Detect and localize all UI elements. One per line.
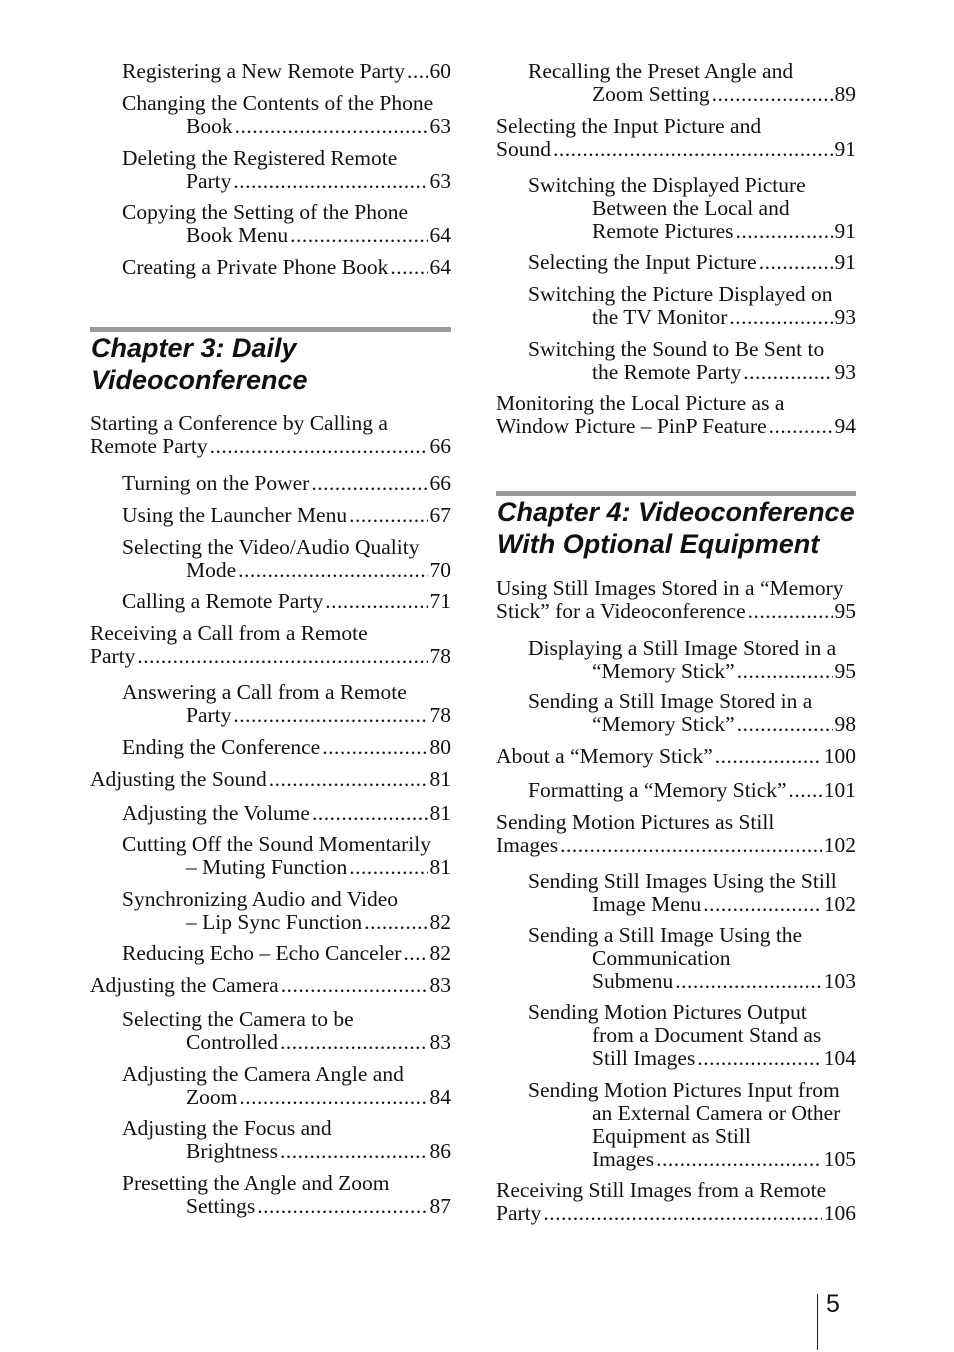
toc-entry [90, 536, 451, 582]
toc-entry-page: 81 [429, 855, 451, 879]
toc-entry [90, 622, 451, 668]
toc-leader-dots [233, 704, 427, 727]
toc-entry-page: 93 [834, 360, 856, 384]
toc-leader-dots [269, 768, 428, 791]
toc-leader-dots [736, 220, 833, 243]
toc-entry-title: “Memory Stick” [592, 659, 735, 683]
toc-entry-title: Zoom [186, 1085, 238, 1109]
toc-entry [496, 338, 856, 384]
toc-entry-title: Images [592, 1147, 655, 1171]
toc-entry-title: Remote Pictures [592, 219, 734, 243]
toc-entry-title: Selecting the Input Picture and [496, 114, 762, 138]
toc-entry-title: Registering a New Remote Party [122, 59, 406, 83]
toc-entry-page: 64 [429, 223, 451, 247]
toc-leader-dots [715, 745, 822, 768]
toc-entry-page: 103 [823, 969, 856, 993]
toc-entry-title: “Memory Stick” [592, 712, 735, 736]
toc-leader-dots [137, 645, 427, 668]
toc-entry [90, 974, 451, 997]
toc-entry [90, 802, 451, 825]
toc-leader-dots [703, 893, 821, 916]
toc-entry-page: 83 [429, 1030, 451, 1054]
toc-entry-page: 104 [823, 1046, 856, 1070]
toc-entry [496, 690, 856, 736]
toc-entry-title: Communication [592, 946, 731, 970]
toc-leader-dots [560, 834, 822, 857]
toc-entry-page: 66 [429, 471, 451, 495]
toc-entry [90, 472, 451, 495]
toc-leader-dots [789, 779, 822, 802]
toc-entry [496, 1001, 856, 1070]
toc-entry-title: Book Menu [186, 223, 289, 247]
toc-entry-title: Submenu [592, 969, 674, 993]
toc-entry-title: – Muting Function [186, 855, 348, 879]
toc-entry-page: 94 [834, 414, 856, 438]
toc-entry-title: Adjusting the Camera Angle and [122, 1062, 404, 1086]
toc-entry-page: 81 [429, 801, 451, 825]
toc-leader-dots [737, 660, 833, 683]
toc-entry-title: an External Camera or Other [592, 1101, 841, 1125]
toc-entry-title: Ending the Conference [122, 735, 321, 759]
toc-entry-page: 95 [834, 599, 856, 623]
page-number-rule [817, 1294, 818, 1350]
toc-leader-dots [322, 736, 427, 759]
toc-entry-title: Controlled [186, 1030, 278, 1054]
toc-entry [496, 251, 856, 274]
toc-entry-page: 70 [429, 558, 451, 582]
toc-entry-title: Using the Launcher Menu [122, 503, 348, 527]
toc-entry [90, 888, 451, 934]
toc-entry-title: Deleting the Registered Remote [122, 146, 398, 170]
toc-entry-title: Receiving Still Images from a Remote [496, 1178, 827, 1202]
toc-entry [90, 736, 451, 759]
toc-leader-dots [349, 856, 427, 879]
toc-entry [496, 174, 856, 243]
toc-leader-dots [235, 115, 428, 138]
toc-entry-title: Equipment as Still [592, 1124, 751, 1148]
toc-entry-page: 91 [834, 219, 856, 243]
toc-entry-title: Stick” for a Videoconference [496, 599, 746, 623]
toc-entry-title: Selecting the Input Picture [528, 250, 757, 274]
toc-entry [90, 768, 451, 791]
chapter-title-line: With Optional Equipment [497, 529, 820, 559]
toc-entry-title: Reducing Echo – Echo Canceler [122, 941, 402, 965]
chapter-title-line: Chapter 3: Daily [91, 333, 297, 363]
toc-entry [496, 577, 856, 623]
toc-entry-title: Turning on the Power [122, 471, 310, 495]
toc-leader-dots [312, 802, 428, 825]
toc-leader-dots [403, 942, 427, 965]
toc-entry-title: Selecting the Camera to be [122, 1007, 354, 1031]
toc-entry [496, 924, 856, 993]
chapter-title-line: Chapter 4: Videoconference [497, 497, 855, 527]
chapter-4-heading [497, 496, 856, 560]
toc-entry-page: 78 [429, 644, 451, 668]
toc-entry-title: Recalling the Preset Angle and [528, 59, 794, 83]
toc-entry-title: Adjusting the Volume [122, 801, 310, 825]
toc-leader-dots [697, 1047, 821, 1070]
toc-entry-page: 91 [834, 137, 856, 161]
toc-entry-title: Still Images [592, 1046, 696, 1070]
toc-entry-title: Switching the Picture Displayed on [528, 282, 833, 306]
toc-entry-title: Brightness [186, 1139, 278, 1163]
toc-entry-page: 60 [429, 59, 451, 83]
toc-leader-dots [553, 138, 833, 161]
toc-leader-dots [311, 472, 427, 495]
chapter-3-heading [91, 332, 451, 396]
toc-entry-page: 80 [429, 735, 451, 759]
toc-entry-title: Sending Motion Pictures Output [528, 1000, 807, 1024]
toc-entry-page: 84 [429, 1085, 451, 1109]
toc-entry-title: Sending Motion Pictures as Still [496, 810, 775, 834]
toc-entry-title: Party [186, 169, 232, 193]
toc-leader-dots [737, 713, 833, 736]
toc-entry [90, 1172, 451, 1218]
toc-entry-title: – Lip Sync Function [186, 910, 363, 934]
toc-entry [90, 1008, 451, 1054]
toc-leader-dots [280, 1031, 428, 1054]
toc-leader-dots [759, 251, 833, 274]
toc-entry-title: Adjusting the Sound [90, 767, 267, 791]
toc-entry-title: Party [90, 644, 136, 668]
toc-entry-title: Settings [186, 1194, 256, 1218]
toc-entry-title: from a Document Stand as [592, 1023, 822, 1047]
toc-entry [90, 681, 451, 727]
toc-entry-title: Zoom Setting [592, 82, 710, 106]
toc-leader-dots [325, 590, 427, 613]
toc-leader-dots [281, 974, 428, 997]
toc-entry [496, 392, 856, 438]
toc-entry-title: Receiving a Call from a Remote [90, 621, 368, 645]
toc-leader-dots [280, 1140, 428, 1163]
toc-entry-page: 83 [429, 973, 451, 997]
toc-entry-title: Monitoring the Local Picture as a [496, 391, 785, 415]
toc-entry-page: 95 [834, 659, 856, 683]
toc-entry-page: 102 [823, 892, 856, 916]
toc-entry [90, 147, 451, 193]
toc-entry [90, 590, 451, 613]
toc-entry-page: 63 [429, 169, 451, 193]
toc-entry-page: 78 [429, 703, 451, 727]
toc-entry-title: Sending a Still Image Stored in a [528, 689, 813, 713]
toc-entry-page: 105 [823, 1147, 856, 1171]
toc-entry-title: Switching the Sound to Be Sent to [528, 337, 825, 361]
toc-entry-title: Book [186, 114, 233, 138]
toc-entry-page: 63 [429, 114, 451, 138]
toc-entry [90, 60, 451, 83]
toc-entry-page: 91 [834, 250, 856, 274]
toc-entry-title: Sound [496, 137, 551, 161]
toc-entry-title: Presetting the Angle and Zoom [122, 1171, 390, 1195]
toc-entry-page: 87 [429, 1194, 451, 1218]
toc-entry [90, 504, 451, 527]
toc-entry-title: Adjusting the Focus and [122, 1116, 332, 1140]
toc-entry-page: 89 [834, 82, 856, 106]
toc-entry [496, 870, 856, 916]
toc-leader-dots [675, 970, 822, 993]
toc-entry-title: About a “Memory Stick” [496, 744, 713, 768]
toc-leader-dots [769, 415, 833, 438]
toc-entry-page: 98 [834, 712, 856, 736]
toc-leader-dots [290, 224, 427, 247]
toc-entry-page: 66 [429, 434, 451, 458]
toc-entry [496, 1179, 856, 1225]
toc-entry-page: 101 [823, 778, 856, 802]
toc-entry [496, 115, 856, 161]
toc-entry [90, 201, 451, 247]
toc-leader-dots [543, 1202, 821, 1225]
toc-entry-title: Window Picture – PinP Feature [496, 414, 767, 438]
toc-entry [496, 1079, 856, 1171]
toc-entry-page: 86 [429, 1139, 451, 1163]
toc-entry-title: Copying the Setting of the Phone [122, 200, 409, 224]
toc-leader-dots [210, 435, 428, 458]
toc-entry-page: 82 [429, 910, 451, 934]
toc-entry-title: Using Still Images Stored in a “Memory [496, 576, 844, 600]
toc-entry [496, 745, 856, 768]
toc-entry-title: Displaying a Still Image Stored in a [528, 636, 837, 660]
toc-entry [496, 283, 856, 329]
toc-entry-page: 67 [429, 503, 451, 527]
toc-entry-title: Images [496, 833, 559, 857]
toc-entry-title: Creating a Private Phone Book [122, 255, 389, 279]
toc-leader-dots [239, 1086, 427, 1109]
toc-entry [90, 942, 451, 965]
toc-entry-page: 71 [429, 589, 451, 613]
toc-entry-title: Changing the Contents of the Phone [122, 91, 434, 115]
toc-entry-page: 106 [823, 1201, 856, 1225]
toc-entry-title: Sending Still Images Using the Still [528, 869, 837, 893]
toc-entry-title: Adjusting the Camera [90, 973, 279, 997]
page-number: 5 [826, 1290, 840, 1318]
toc-entry-title: Formatting a “Memory Stick” [528, 778, 787, 802]
toc-entry-title: Starting a Conference by Calling a [90, 411, 388, 435]
toc-entry-page: 81 [429, 767, 451, 791]
toc-entry-title: Party [186, 703, 232, 727]
toc-entry [90, 92, 451, 138]
toc-entry-title: Mode [186, 558, 237, 582]
toc-entry-title: Sending a Still Image Using the [528, 923, 803, 947]
toc-leader-dots [233, 170, 427, 193]
toc-leader-dots [729, 306, 832, 329]
toc-entry-title: Party [496, 1201, 542, 1225]
toc-entry [90, 256, 451, 279]
toc-entry [496, 811, 856, 857]
toc-entry-title: Switching the Displayed Picture [528, 173, 806, 197]
toc-leader-dots [656, 1148, 822, 1171]
toc-entry-title: Calling a Remote Party [122, 589, 324, 613]
chapter-title-line: Videoconference [91, 365, 308, 395]
toc-leader-dots [390, 256, 427, 279]
toc-entry-title: the Remote Party [592, 360, 742, 384]
toc-leader-dots [364, 911, 427, 934]
toc-entry [496, 637, 856, 683]
toc-entry-title: Cutting Off the Sound Momentarily [122, 832, 431, 856]
toc-leader-dots [238, 559, 427, 582]
toc-entry [90, 833, 451, 879]
toc-entry-title: Sending Motion Pictures Input from [528, 1078, 840, 1102]
toc-entry-title: Synchronizing Audio and Video [122, 887, 398, 911]
toc-entry [90, 1117, 451, 1163]
toc-entry-title: the TV Monitor [592, 305, 728, 329]
toc-entry-page: 82 [429, 941, 451, 965]
toc-entry-page: 64 [429, 255, 451, 279]
toc-entry-page: 100 [823, 744, 856, 768]
toc-entry-title: Answering a Call from a Remote [122, 680, 407, 704]
toc-entry-title: Selecting the Video/Audio Quality [122, 535, 420, 559]
toc-entry [496, 779, 856, 802]
toc-entry-page: 93 [834, 305, 856, 329]
toc-leader-dots [743, 361, 832, 384]
toc-leader-dots [257, 1195, 427, 1218]
toc-entry-page: 102 [823, 833, 856, 857]
toc-leader-dots [349, 504, 427, 527]
toc-entry-title: Image Menu [592, 892, 702, 916]
toc-leader-dots [712, 83, 833, 106]
toc-leader-dots [748, 600, 833, 623]
toc-entry [90, 412, 451, 458]
toc-entry [496, 60, 856, 106]
toc-entry-title: Remote Party [90, 434, 208, 458]
toc-entry [90, 1063, 451, 1109]
toc-entry-title: Between the Local and [592, 196, 790, 220]
toc-leader-dots [407, 60, 427, 83]
